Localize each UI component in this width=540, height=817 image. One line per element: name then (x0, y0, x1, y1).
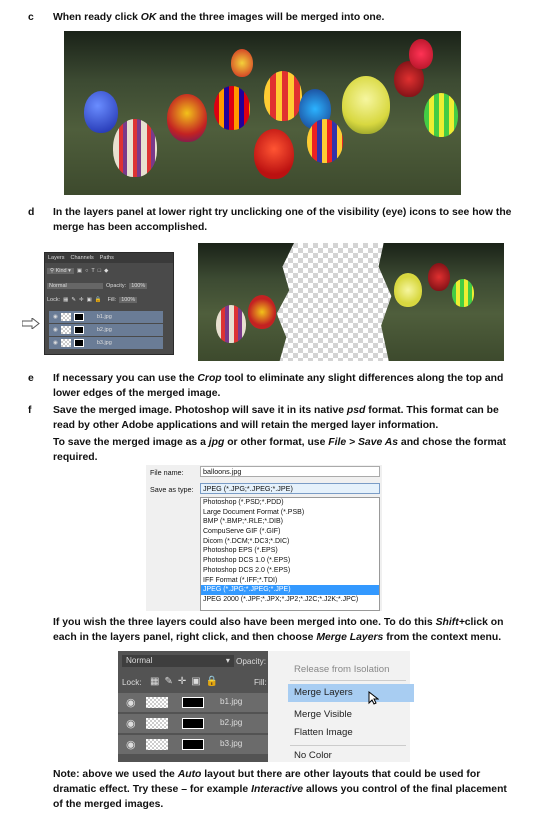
save-type-select[interactable]: JPEG (*.JPG;*.JPEG;*.JPE) (200, 483, 380, 494)
step-d (0, 205, 540, 237)
layer-thumbnail (61, 313, 71, 321)
step-letter: e (28, 373, 34, 384)
file-type-option[interactable]: JPEG 2000 (*.JPF;*.JPX;*.JP2;*.J2C;*.J2K;*.JPC) (203, 595, 359, 603)
menu-divider (290, 680, 406, 681)
lock-icons[interactable]: ▦✎✛▣🔒 (150, 676, 224, 687)
merged-balloons-image (64, 31, 461, 195)
filter-icons: ▣○T□◆ (76, 267, 112, 274)
layer-name: b3.jpg (96, 340, 112, 346)
panel-tabs (45, 253, 173, 263)
blend-mode-select[interactable]: Normal ▾ (122, 655, 234, 667)
menu-item-release-isolation[interactable]: Release from Isolation (294, 664, 390, 675)
kind-filter[interactable]: ⚲ Kind ▾ (47, 268, 74, 274)
step-letter: d (28, 207, 35, 218)
file-type-option[interactable]: Large Document Format (*.PSB) (203, 508, 305, 516)
layer-mask-thumbnail (74, 339, 84, 347)
tab-paths[interactable]: Paths (99, 255, 114, 261)
eye-icon[interactable]: ◉ (126, 739, 136, 751)
layer-name: b1.jpg (220, 697, 243, 706)
layers-panel-dark (118, 651, 268, 762)
layer-mask-thumbnail (74, 326, 84, 334)
layer-thumbnail (146, 739, 168, 750)
pointer-arrow-icon (22, 318, 40, 329)
file-type-option[interactable]: Photoshop DCS 1.0 (*.EPS) (203, 557, 291, 565)
tab-channels[interactable]: Channels (70, 255, 94, 261)
blend-row (47, 280, 171, 291)
step-text: To save the merged image as a jpg or other format, use File > Save As and chose the format required. (53, 437, 507, 463)
fill-label: Fill: (254, 678, 267, 687)
layer-row[interactable] (49, 337, 163, 349)
layer-row[interactable] (118, 735, 268, 754)
lock-label: Lock: (122, 678, 142, 687)
file-type-option[interactable]: Photoshop EPS (*.EPS) (203, 547, 278, 555)
eye-icon[interactable]: ◉ (53, 314, 58, 320)
note-text: Note: above we used the Auto layout but there are other layouts that could be used for dramatic effect. Try these – for example Interactive allows you control of the final placement of the merged images. (53, 769, 507, 810)
file-type-option[interactable]: Photoshop (*.PSD;*.PDD) (203, 499, 284, 506)
step-letter: c (28, 12, 34, 23)
file-name-input[interactable]: balloons.jpg (200, 466, 380, 477)
menu-item-merge-layers[interactable]: Merge Layers (288, 684, 414, 702)
layer-row[interactable] (118, 714, 268, 733)
lock-label: Lock: (47, 296, 61, 303)
layer-mask-thumbnail (182, 739, 204, 750)
context-menu-screenshot (118, 651, 410, 762)
opacity-field[interactable]: 100% (131, 282, 146, 289)
step-text: In the layers panel at lower right try unclicking one of the visibility (eye) icons to see how the merge has been accomplished. (53, 207, 512, 233)
layer-name: b2.jpg (96, 327, 112, 333)
file-type-option[interactable]: IFF Format (*.IFF;*.TDI) (203, 576, 278, 584)
fill-field[interactable]: 100% (121, 296, 136, 303)
layer-name: b2.jpg (220, 718, 243, 727)
eye-icon[interactable]: ◉ (126, 697, 136, 709)
step-e (0, 371, 540, 403)
layer-thumbnail (146, 697, 168, 708)
mouse-cursor-icon (368, 691, 379, 705)
eye-icon[interactable]: ◉ (53, 340, 58, 346)
blend-mode-select[interactable]: Normal (47, 283, 103, 289)
context-menu (268, 651, 410, 762)
tab-layers[interactable]: Layers (48, 255, 65, 261)
layer-name: b1.jpg (96, 314, 112, 320)
layer-thumbnail (146, 718, 168, 729)
step-c (0, 10, 540, 26)
menu-item-no-color[interactable]: No Color (294, 750, 332, 761)
save-type-label: Save as type: (150, 485, 194, 494)
layer-thumbnail (61, 339, 71, 347)
file-type-option[interactable]: CompuServe GIF (*.GIF) (203, 528, 281, 536)
menu-divider (290, 745, 406, 746)
file-type-option[interactable]: Photoshop DCS 2.0 (*.EPS) (203, 566, 291, 574)
note (0, 767, 540, 815)
layer-name: b3.jpg (220, 739, 243, 748)
opacity-label: Opacity: (236, 657, 267, 666)
layer-thumbnail (61, 326, 71, 334)
step-text: If you wish the three layers could also have been merged into one. To do this Shift+click on each in the layers panel, right click, and then choose Merge Layers from the context menu. (53, 617, 504, 643)
fill-label: Fill: (107, 296, 117, 303)
layers-panel (44, 252, 174, 355)
file-type-option[interactable]: JPEG (*.JPG;*.JPEG;*.JPE) (201, 585, 379, 595)
file-type-option[interactable]: BMP (*.BMP;*.RLE;*.DIB) (203, 518, 284, 526)
step-f (0, 403, 540, 435)
eye-icon[interactable]: ◉ (53, 327, 58, 333)
opacity-label: Opacity: (106, 282, 127, 289)
step-merge-layers (0, 615, 540, 647)
layer-row[interactable] (49, 311, 163, 323)
layer-mask-thumbnail (74, 313, 84, 321)
file-name-label: File name: (150, 468, 184, 477)
save-as-dialog (146, 465, 382, 611)
partial-merge-image (198, 243, 504, 361)
step-text: Save the merged image. Photoshop will save it in its native psd format. This format can be read by other Adobe applications and will retain the merged layer information. (53, 405, 499, 431)
eye-icon[interactable]: ◉ (126, 718, 136, 730)
filter-row (47, 265, 171, 276)
step-text: When ready click OK and the three images will be merged into one. (53, 12, 385, 23)
file-type-list[interactable] (200, 497, 380, 611)
step-f-saveas (0, 435, 540, 467)
layer-row[interactable] (118, 693, 268, 712)
step-text: If necessary you can use the Crop tool to eliminate any slight differences along the top and lower edges of the merged image. (53, 373, 504, 399)
step-letter: f (28, 405, 32, 416)
menu-item-flatten-image[interactable]: Flatten Image (294, 727, 353, 738)
layer-mask-thumbnail (182, 697, 204, 708)
layer-mask-thumbnail (182, 718, 204, 729)
layer-row[interactable] (49, 324, 163, 336)
file-type-option[interactable]: Dicom (*.DCM;*.DC3;*.DIC) (203, 537, 290, 545)
lock-icons[interactable]: ▦✎✛▣🔒 (63, 296, 105, 303)
menu-item-merge-visible[interactable]: Merge Visible (294, 709, 352, 720)
lock-row (47, 294, 171, 305)
